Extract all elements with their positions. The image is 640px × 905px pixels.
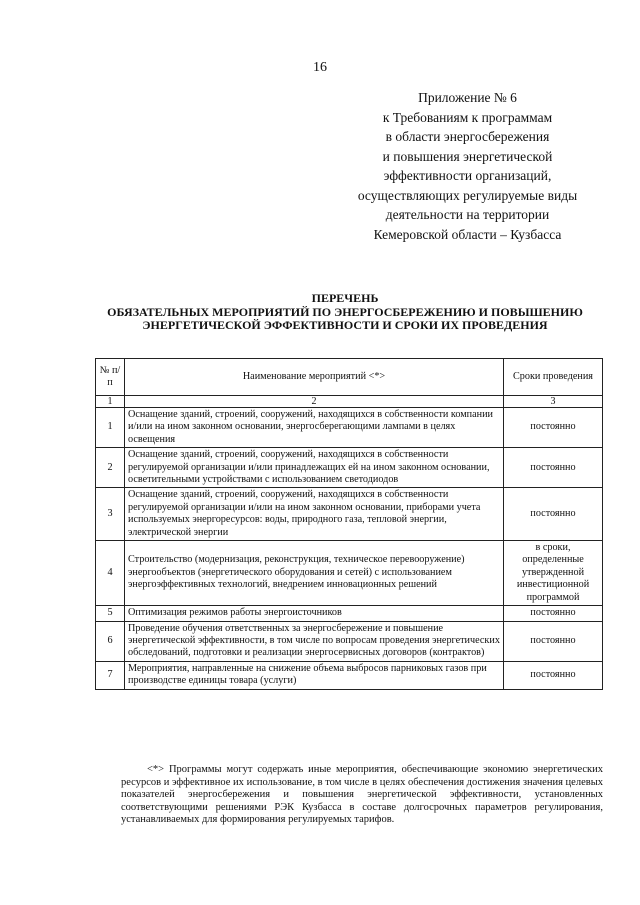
row-term: постоянно	[504, 621, 603, 661]
row-name: Мероприятия, направленные на снижение объема выбросов парниковых газов при производстве единицы товара (услуги)	[125, 661, 504, 689]
row-num: 6	[96, 621, 125, 661]
footnote: <*> Программы могут содержать иные мероприятия, обеспечивающие экономию энергетических ресурсов и эффективное их использование, в том числе в целях обеспечения достижения значения целевых показателей энергосбережения и повышения энергетической эффективности, установленных соответствующими решениями РЭК Кузбасса в составе долгосрочных параметров регулирования, устанавливаемых для формирования регулируемых тарифов.	[121, 764, 603, 826]
row-term: постоянно	[504, 408, 603, 448]
row-term: постоянно	[504, 606, 603, 621]
table-row	[96, 488, 603, 541]
page-number: 16	[313, 60, 327, 75]
row-num: 2	[96, 448, 125, 488]
row-name: Строительство (модернизация, реконструкция, техническое перевооружение) энергообъектов (энергетического оборудования и сетей) с использованием энергоэффективных технологий, внедрением инновационных решений	[125, 541, 504, 606]
header-term: Сроки проведения	[504, 359, 603, 396]
row-num: 5	[96, 606, 125, 621]
row-num: 1	[96, 408, 125, 448]
appendix-line: деятельности на территории	[385, 207, 550, 222]
row-term: постоянно	[504, 488, 603, 541]
row-term: постоянно	[504, 448, 603, 488]
row-name: Оснащение зданий, строений, сооружений, находящихся в собственности регулируемой организации и/или на ином законном основании, приборами учета используемых энергоресурсов: воды, природного газа, тепловой энергии, электрической энергии	[125, 488, 504, 541]
header-name: Наименование мероприятий <*>	[125, 359, 504, 396]
row-name: Оснащение зданий, строений, сооружений, находящихся в собственности компании и/или на ином законном основании, энергосберегающими лампами в целях освещения	[125, 408, 504, 448]
title-line: ПЕРЕЧЕНЬ	[311, 291, 379, 305]
document-title	[90, 292, 600, 333]
table-row	[96, 606, 603, 621]
row-num: 7	[96, 661, 125, 689]
index-cell: 1	[96, 396, 125, 408]
appendix-line: Кемеровской области – Кузбасса	[373, 226, 562, 242]
row-name: Оптимизация режимов работы энергоисточников	[125, 606, 504, 621]
table-row	[96, 621, 603, 661]
row-num: 3	[96, 488, 125, 541]
row-num: 4	[96, 541, 125, 606]
title-line: ЭНЕРГЕТИЧЕСКОЙ ЭФФЕКТИВНОСТИ И СРОКИ ИХ ПРОВЕДЕНИЯ	[142, 318, 548, 332]
table-row	[96, 661, 603, 689]
table-row	[96, 408, 603, 448]
table-row	[96, 541, 603, 606]
appendix-line: в области энергосбережения	[385, 129, 550, 144]
measures-table	[95, 358, 603, 690]
appendix-line: к Требованиям к программам	[382, 109, 553, 125]
table-row	[96, 448, 603, 488]
appendix-header	[340, 88, 595, 244]
appendix-line: осуществляющих регулируемые виды	[357, 187, 578, 203]
row-name: Оснащение зданий, строений, сооружений, находящихся в собственности регулируемой организации и/или принадлежащих ей на ином законном основании, осветительными устройствами с использованием светодиодов	[125, 448, 504, 488]
row-name: Проведение обучения ответственных за энергосбережение и повышение энергетической эффективности, в том числе по вопросам проведения энергетических обследований, подготовки и реализации энергосервисных договоров (контрактов)	[125, 621, 504, 661]
appendix-line: и повышения энергетической	[382, 148, 553, 164]
index-cell: 3	[504, 396, 603, 408]
header-num: № п/п	[96, 359, 125, 396]
table-header-row	[96, 359, 603, 396]
row-term: в сроки, определенные утвержденной инвестиционной программой	[504, 541, 603, 606]
appendix-line: Приложение № 6	[418, 90, 517, 105]
row-term: постоянно	[504, 661, 603, 689]
table-index-row	[96, 396, 603, 408]
appendix-line: эффективности организаций,	[383, 168, 552, 183]
index-cell: 2	[125, 396, 504, 408]
title-line: ОБЯЗАТЕЛЬНЫХ МЕРОПРИЯТИЙ ПО ЭНЕРГОСБЕРЕЖЕНИЮ И ПОВЫШЕНИЮ	[107, 304, 583, 319]
